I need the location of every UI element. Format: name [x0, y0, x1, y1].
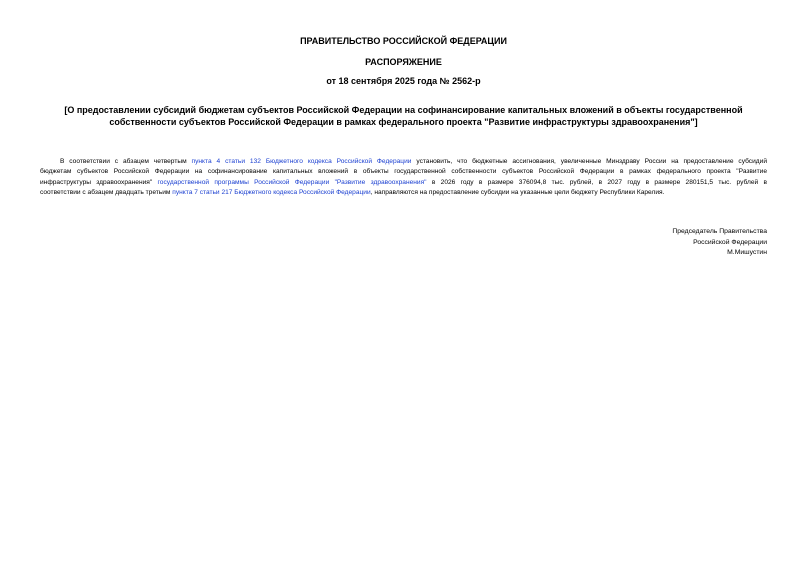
document-subject: [40, 105, 767, 128]
link-budget-code-art132[interactable]: пункта 4 статьи 132 Бюджетного кодекса Российской Федерации: [191, 158, 412, 165]
signature-block: [672, 227, 767, 259]
document-body: [40, 157, 767, 199]
body-text-segment: в 2026 году в размере 376094,8 тыс. рублей, в 2027 году в размере 280151,5 тыс. рублей в: [426, 178, 768, 186]
body-text-segment: В соответствии с абзацем четвертым: [60, 158, 192, 165]
body-text-segment: , направляются на предоставление субсидии на указанные цели бюджету Республики Карелия.: [370, 189, 665, 197]
subject-line-1: [О предоставлении субсидий бюджетам субъектов Российской Федерации на софинансирование капитальных вложений в объекты государственной: [64, 105, 743, 115]
link-budget-code-art217[interactable]: пункта 7 статьи 217 Бюджетного кодекса Российской Федерации: [172, 189, 371, 197]
body-line-3: [40, 178, 767, 188]
body-line-4: [40, 188, 767, 198]
body-text-segment: инфраструктуры здравоохранения": [40, 178, 158, 186]
signature-name: М.Мишустин: [727, 249, 767, 257]
document-type: РАСПОРЯЖЕНИЕ: [365, 57, 442, 67]
government-title: ПРАВИТЕЛЬСТВО РОССИЙСКОЙ ФЕДЕРАЦИИ: [300, 36, 507, 46]
subject-line-2: собственности субъектов Российской Федерации в рамках федерального проекта "Развитие инфраструктуры здравоохранения"]: [109, 116, 698, 127]
body-text-segment: соответствии с абзацем двадцать третьим: [40, 189, 173, 197]
body-line-1: [40, 157, 767, 167]
signature-organization: Российской Федерации: [693, 238, 767, 246]
body-line-2: бюджетам субъектов Российской Федерации на софинансирование капитальных вложений в объекты государственной собственности субъектов Российской Федерации в рамках федерального проекта "Развитие: [40, 168, 767, 176]
body-text-segment: установить, что бюджетные ассигнования, увеличенные Минздраву России на предоставление субсидий: [411, 158, 767, 165]
signature-position: Председатель Правительства: [672, 228, 767, 235]
link-state-program-healthcare[interactable]: государственной программы Российской Федерации "Развитие здравоохранения": [157, 178, 427, 186]
document-date-number: от 18 сентября 2025 года № 2562-р: [326, 76, 481, 86]
